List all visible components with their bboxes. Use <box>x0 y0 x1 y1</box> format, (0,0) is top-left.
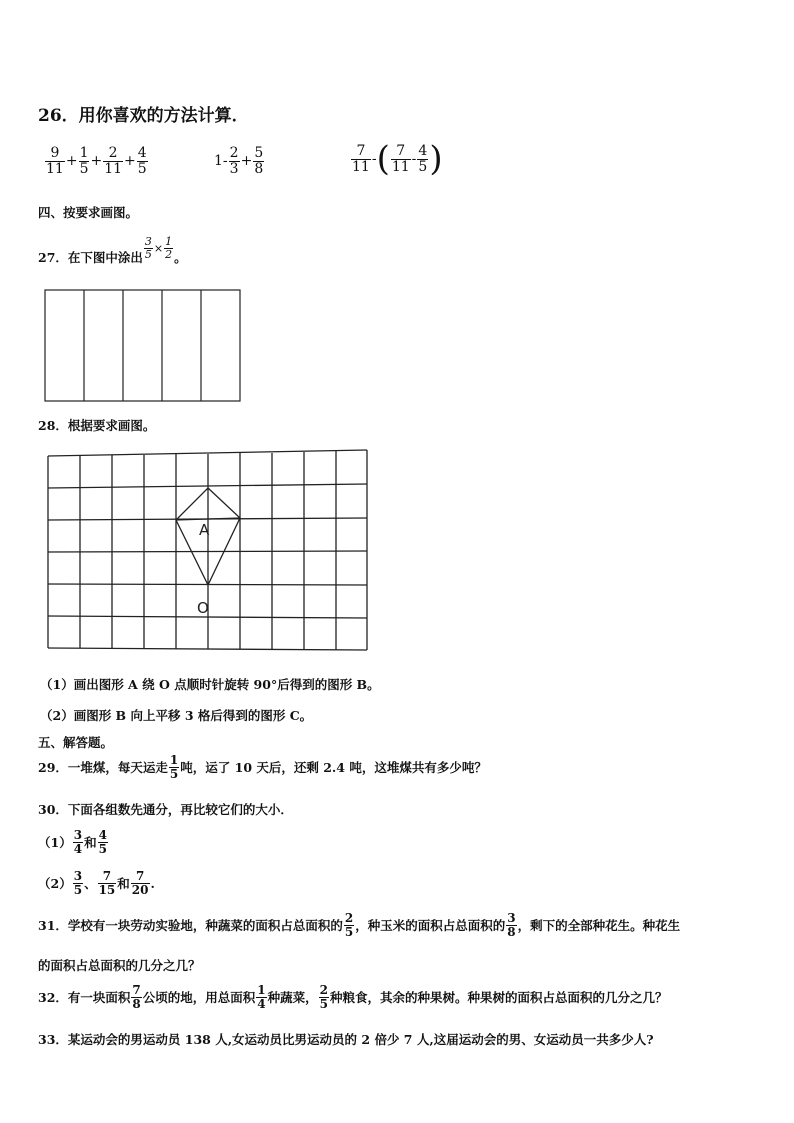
q28-grid-diagram <box>44 448 374 656</box>
right-paren: ) <box>429 139 443 179</box>
q31-text-line-2: 的面积占总面积的几分之几？ <box>38 958 201 973</box>
q27-rectangle-diagram <box>44 289 242 403</box>
q33-text: 33．某运动会的男运动员 138 人,女运动员比男运动员的 2 倍少 7 人,这届运动会的男、女运动员一共多少人? <box>38 1032 654 1047</box>
fraction: $\frac{7}{11}$ <box>391 142 410 175</box>
fraction: $\frac{1}{5}$ <box>79 145 89 177</box>
fraction: $\frac{3}{8}$ <box>507 911 516 939</box>
fraction: $\frac{4}{5}$ <box>418 142 428 175</box>
fraction: $\frac{2}{11}$ <box>104 145 123 177</box>
fraction: $\frac{7}{15}$ <box>98 869 116 897</box>
q30-part-1: （1） $\frac{3}{4}$ 和 $\frac{4}{5}$ <box>38 828 107 856</box>
fraction: $\frac{9}{11}$ <box>46 145 64 177</box>
fraction: $\frac{1}{4}$ <box>257 983 266 1011</box>
label-a: A <box>199 521 210 539</box>
fraction: $\frac{7}{20}$ <box>131 869 149 897</box>
q26-expression-3: $\frac{7}{11}$ - ( $\frac{7}{11}$ - $\frac{4}{5}$ ) <box>352 139 443 179</box>
q26-expression-1: $\frac{9}{11}$ + $\frac{1}{5}$ + $\frac{2}{11}$ + $\frac{4}{5}$ <box>46 145 147 177</box>
fraction: $\frac{4}{5}$ <box>137 145 147 177</box>
fraction: $\frac{3}{5}$ <box>73 869 83 897</box>
fraction: $\frac{7}{11}$ <box>352 142 370 175</box>
label-o: O <box>197 599 209 617</box>
fraction: $\frac{2}{5}$ <box>344 911 354 939</box>
fraction: $\frac{2}{3}$ <box>229 145 239 177</box>
fraction: $\frac{2}{5}$ <box>319 983 329 1011</box>
q30-title: 30．下面各组数先通分，再比较它们的大小． <box>38 802 293 817</box>
q28-task-1: （1）画出图形 A 绕 O 点顺时针旋转 90°后得到的图形 B。 <box>40 677 380 692</box>
q32-text: 32．有一块面积 $\frac{7}{8}$ 公顷的地，用总面积 $\frac{1}{4}$ 种蔬菜， $\frac{2}{5}$ 种粮食，其余的种果树。种果树的面积占总面积的几分之几？ <box>38 983 668 1011</box>
section-4-title: 四、按要求画图。 <box>38 205 139 220</box>
fraction: $\frac{4}{5}$ <box>98 828 107 856</box>
section-5-title: 五、解答题。 <box>38 735 114 750</box>
q30-part-2: （2） $\frac{3}{5}$ 、 $\frac{7}{15}$ 和 $\frac{7}{20}$ . <box>38 869 155 897</box>
left-paren: ( <box>376 139 390 179</box>
fraction: $\frac{7}{8}$ <box>132 983 141 1011</box>
q26-expression-2: 1 - $\frac{2}{3}$ + $\frac{5}{8}$ <box>214 145 264 177</box>
fraction: $\frac{1}{2}$ <box>165 235 173 261</box>
q26-title: 26．用你喜欢的方法计算． <box>38 106 249 126</box>
fraction: $\frac{3}{4}$ <box>73 828 83 856</box>
q27-prompt: 27．在下图中涂出 $\frac{3}{5}$ × $\frac{1}{2}$ 。 <box>38 235 187 265</box>
fraction: $\frac{3}{5}$ <box>144 235 152 261</box>
q31-text: 31．学校有一块劳动实验地，种蔬菜的面积占总面积的 $\frac{2}{5}$ ，种玉米的面积占总面积的 $\frac{3}{8}$ ，剩下的全部种花生。种花生 <box>38 911 681 939</box>
fraction: $\frac{5}{8}$ <box>254 145 264 177</box>
q28-task-2: （2）画图形 B 向上平移 3 格后得到的图形 C。 <box>40 708 313 723</box>
q29-text: 29．一堆煤，每天运走 $\frac{1}{5}$ 吨，运了 10 天后，还剩 2.4 吨，这堆煤共有多少吨？ <box>38 753 487 781</box>
q28-title: 28．根据要求画图。 <box>38 418 156 433</box>
fraction: $\frac{1}{5}$ <box>169 753 179 781</box>
